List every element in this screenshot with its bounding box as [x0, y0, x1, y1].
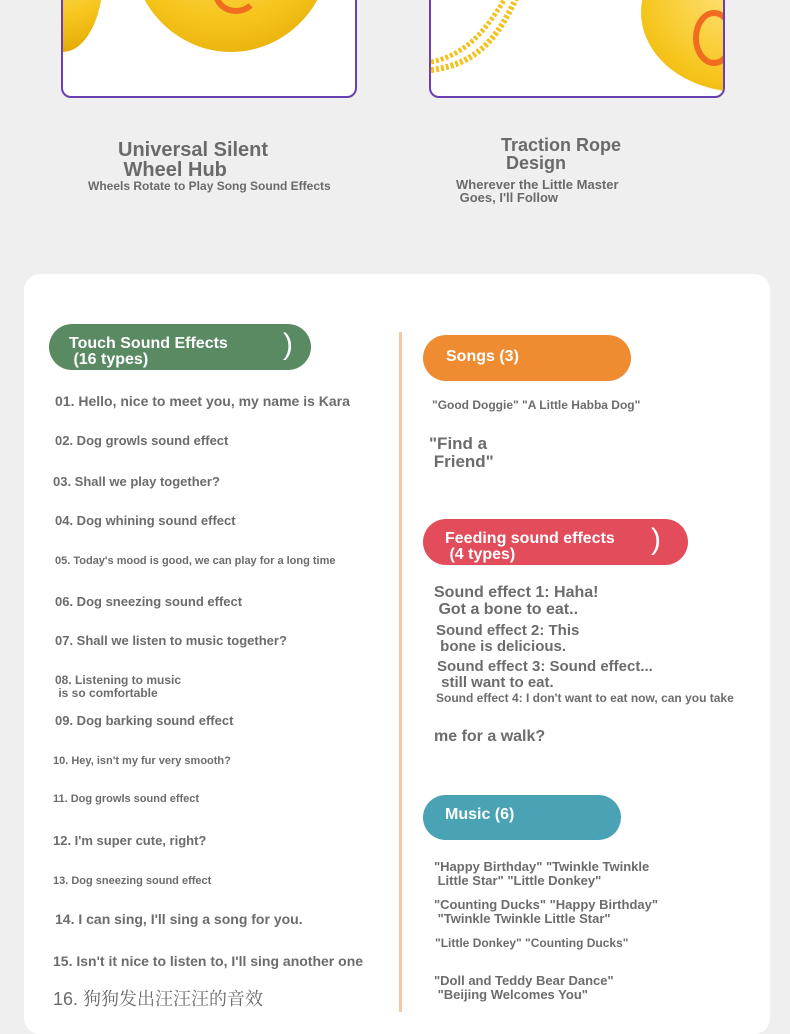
touch-item: 08. Listening to music is so comfortable [55, 673, 182, 700]
wheel-hub-title: Universal Silent Wheel Hub [118, 139, 269, 181]
traction-rope-subtitle: Wherever the Little Master Goes, I'll Follow [456, 177, 619, 205]
songs-title: Songs (3) [446, 348, 519, 365]
song-item: "Good Doggie" "A Little Habba Dog" [432, 398, 641, 412]
touch-item: 09. Dog barking sound effect [55, 713, 234, 728]
touch-item: 06. Dog sneezing sound effect [55, 594, 243, 609]
touch-item: 12. I'm super cute, right? [53, 833, 207, 848]
music-header [423, 795, 621, 840]
touch-item: 16. 狗狗发出汪汪汪的音效 [53, 989, 264, 1009]
touch-item: 07. Shall we listen to music together? [55, 633, 287, 648]
feeding-sound-effects-title: Feeding sound effects (4 types) [445, 530, 615, 563]
touch-item: 04. Dog whining sound effect [55, 513, 236, 528]
feeding-item: Sound effect 2: This bone is delicious. [436, 622, 580, 655]
music-title: Music (6) [445, 806, 515, 823]
touch-item: 03. Shall we play together? [53, 474, 220, 489]
music-item: "Counting Ducks" "Happy Birthday" "Twinkle Twinkle Little Star" [434, 897, 659, 926]
touch-sound-effects-header [49, 324, 311, 370]
touch-item: 05. Today's mood is good, we can play for a long time [55, 555, 336, 567]
music-item: "Happy Birthday" "Twinkle Twinkle Little Star" "Little Donkey" [434, 859, 650, 888]
touch-item: 10. Hey, isn't my fur very smooth? [53, 755, 231, 767]
touch-item: 01. Hello, nice to meet you, my name is Kara [55, 393, 350, 409]
songs-header [423, 335, 631, 381]
touch-item: 02. Dog growls sound effect [55, 433, 229, 448]
touch-item: 15. Isn't it nice to listen to, I'll sing another one [53, 953, 364, 969]
song-item: "Find a Friend" [429, 434, 494, 471]
music-item: "Doll and Teddy Bear Dance" "Beijing Welcomes You" [434, 973, 614, 1002]
paren-icon: ) [651, 523, 661, 556]
feeding-sound-effects-header [423, 519, 688, 565]
feeding-item: Sound effect 4: I don't want to eat now, can you take [436, 691, 734, 705]
traction-rope-title: Traction Rope Design [501, 135, 622, 173]
touch-sound-effects-title: Touch Sound Effects (16 types) [69, 335, 228, 368]
touch-item: 11. Dog growls sound effect [53, 793, 200, 805]
music-item: "Little Donkey" "Counting Ducks" [435, 936, 629, 950]
column-divider [399, 332, 402, 1012]
feeding-item: Sound effect 3: Sound effect... still want to eat. [437, 658, 653, 691]
wheel-left-image [61, 0, 103, 52]
feeding-item: Sound effect 1: Haha! Got a bone to eat.. [434, 584, 599, 618]
rope-product-image [429, 0, 725, 98]
paren-icon: ) [283, 328, 293, 361]
wheel-product-image [61, 0, 357, 98]
touch-item: 13. Dog sneezing sound effect [53, 875, 212, 887]
feeding-item: me for a walk? [434, 728, 546, 745]
wheel-hub-subtitle: Wheels Rotate to Play Song Sound Effects [88, 179, 331, 193]
touch-item: 14. I can sing, I'll sing a song for you. [55, 911, 303, 927]
